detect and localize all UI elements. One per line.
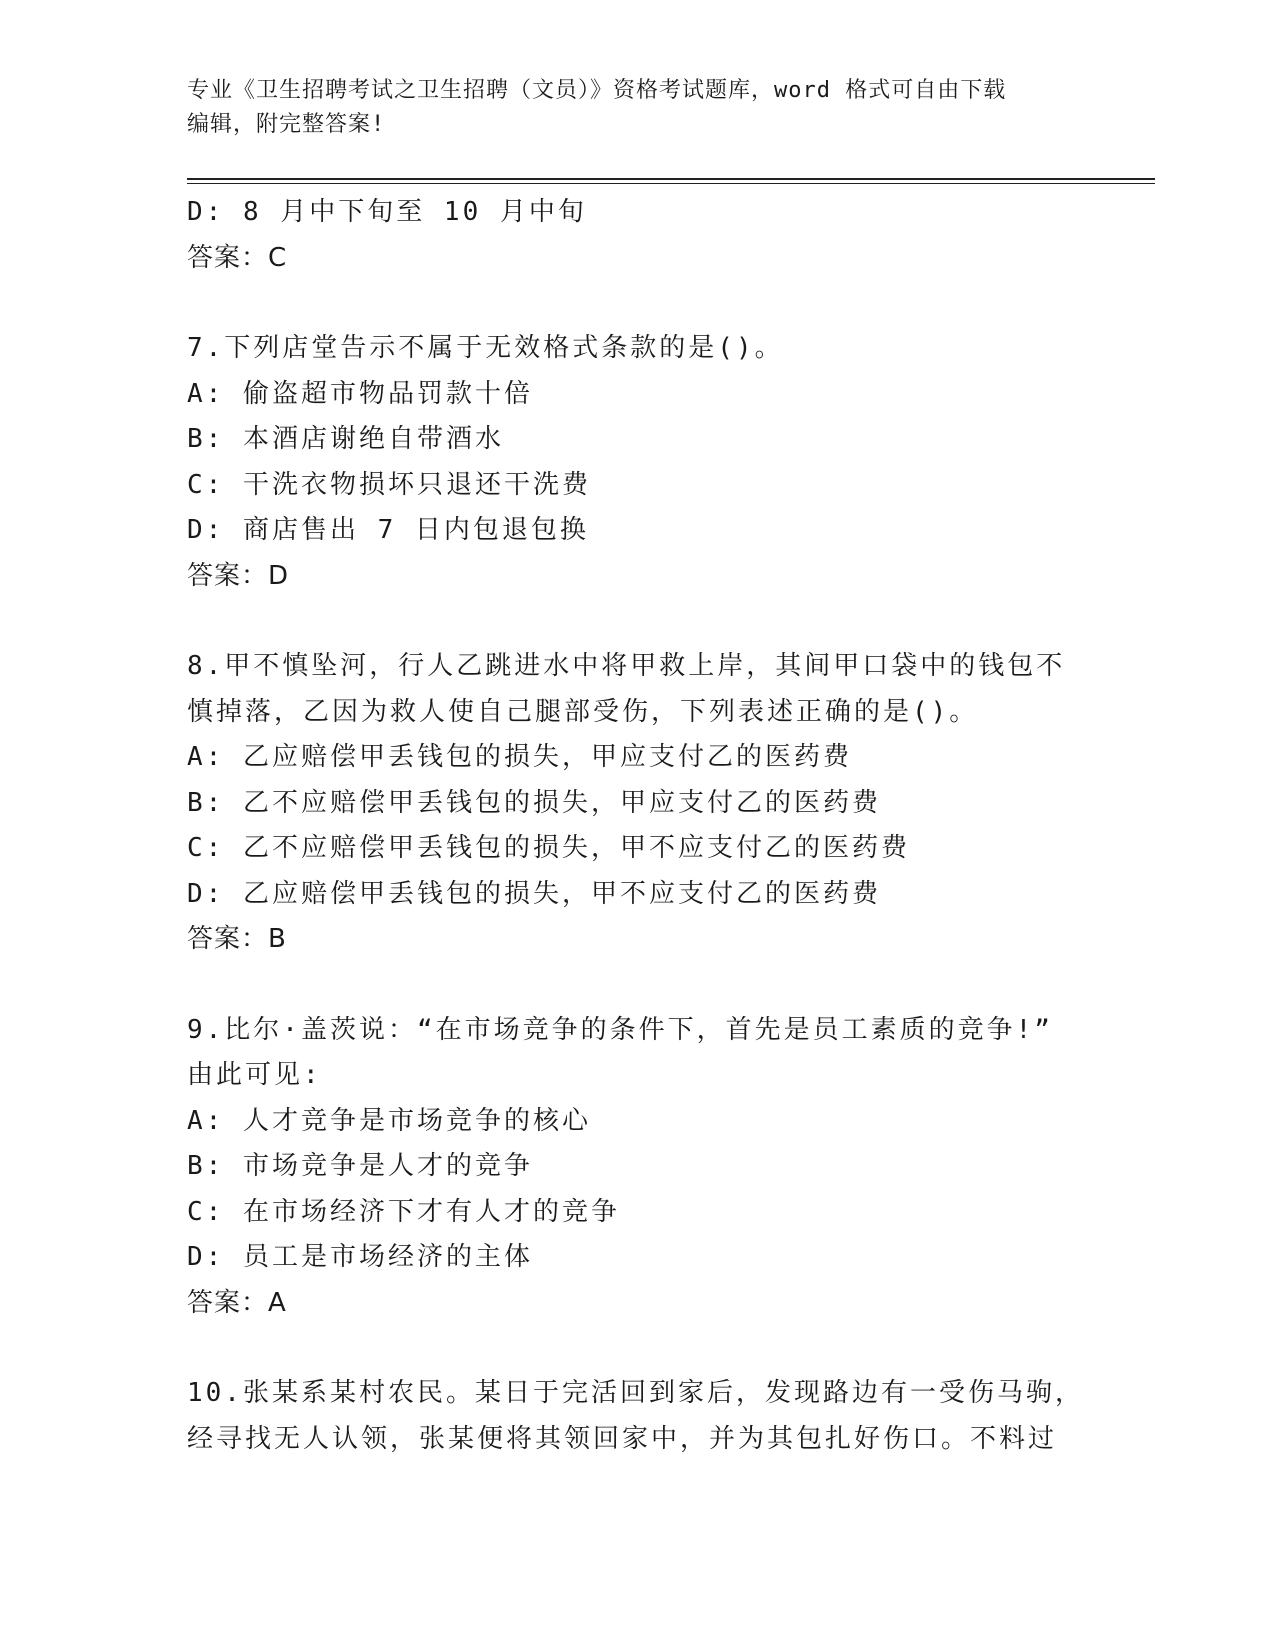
option-b: B: 本酒店谢绝自带酒水 [187,424,504,454]
question-stem: 8.甲不慎坠河，行人乙跳进水中将甲救上岸，其间甲口袋中的钱包不 [187,651,1066,681]
question-stem-continued: 经寻找无人认领，张某便将其领回家中，并为其包扎好伤口。不料过 [187,1423,1058,1454]
question-stem-continued: 由此可见: [187,1060,322,1090]
option-d: D: 8 月中下旬至 10 月中旬 [187,197,587,227]
option-a: A: 人才竞争是市场竞争的核心 [187,1105,591,1136]
option-d: D: 商店售出 7 日内包退包换 [187,515,589,545]
document-header [187,74,1087,142]
question-8 [187,644,1067,963]
option-b: B: 乙不应赔偿甲丢钱包的损失，甲应支付乙的医药费 [187,787,881,818]
header-rule-thick [187,178,1155,180]
option-c: C: 乙不应赔偿甲丢钱包的损失，甲不应支付乙的医药费 [187,833,910,863]
answer-line: 答案：C [187,242,288,273]
question-7 [187,326,1067,599]
question-9 [187,1008,1067,1327]
header-rule-thin [187,183,1155,184]
answer-line: 答案：D [187,560,290,591]
option-d: D: 员工是市场经济的主体 [187,1242,533,1272]
header-line-2: 编辑，附完整答案! [187,112,386,137]
answer-line: 答案：B [187,924,287,954]
option-a: A: 乙应赔偿甲丢钱包的损失，甲应支付乙的医药费 [187,742,852,772]
header-line-1: 专业《卫生招聘考试之卫生招聘（文员）》资格考试题库，word 格式可自由下载 [187,78,1007,103]
question-10 [187,1371,1084,1462]
answer-line: 答案：A [187,1287,287,1318]
option-a: A: 偷盗超市物品罚款十倍 [187,378,533,409]
question-list [187,190,1084,1462]
previous-question-tail [187,190,1067,281]
question-stem: 10.张某系某村农民。某日于完活回到家后，发现路边有一受伤马驹， [187,1378,1084,1408]
question-stem: 7.下列店堂告示不属于无效格式条款的是()。 [187,333,784,363]
option-b: B: 市场竞争是人才的竞争 [187,1151,533,1181]
option-c: C: 干洗衣物损坏只退还干洗费 [187,469,591,500]
option-c: C: 在市场经济下才有人才的竞争 [187,1196,620,1227]
question-stem: 9.比尔·盖茨说：“在市场竞争的条件下，首先是员工素质的竞争!” [187,1014,1053,1045]
option-d: D: 乙应赔偿甲丢钱包的损失，甲不应支付乙的医药费 [187,878,881,909]
question-stem-continued: 慎掉落，乙因为救人使自己腿部受伤，下列表述正确的是()。 [187,696,979,727]
